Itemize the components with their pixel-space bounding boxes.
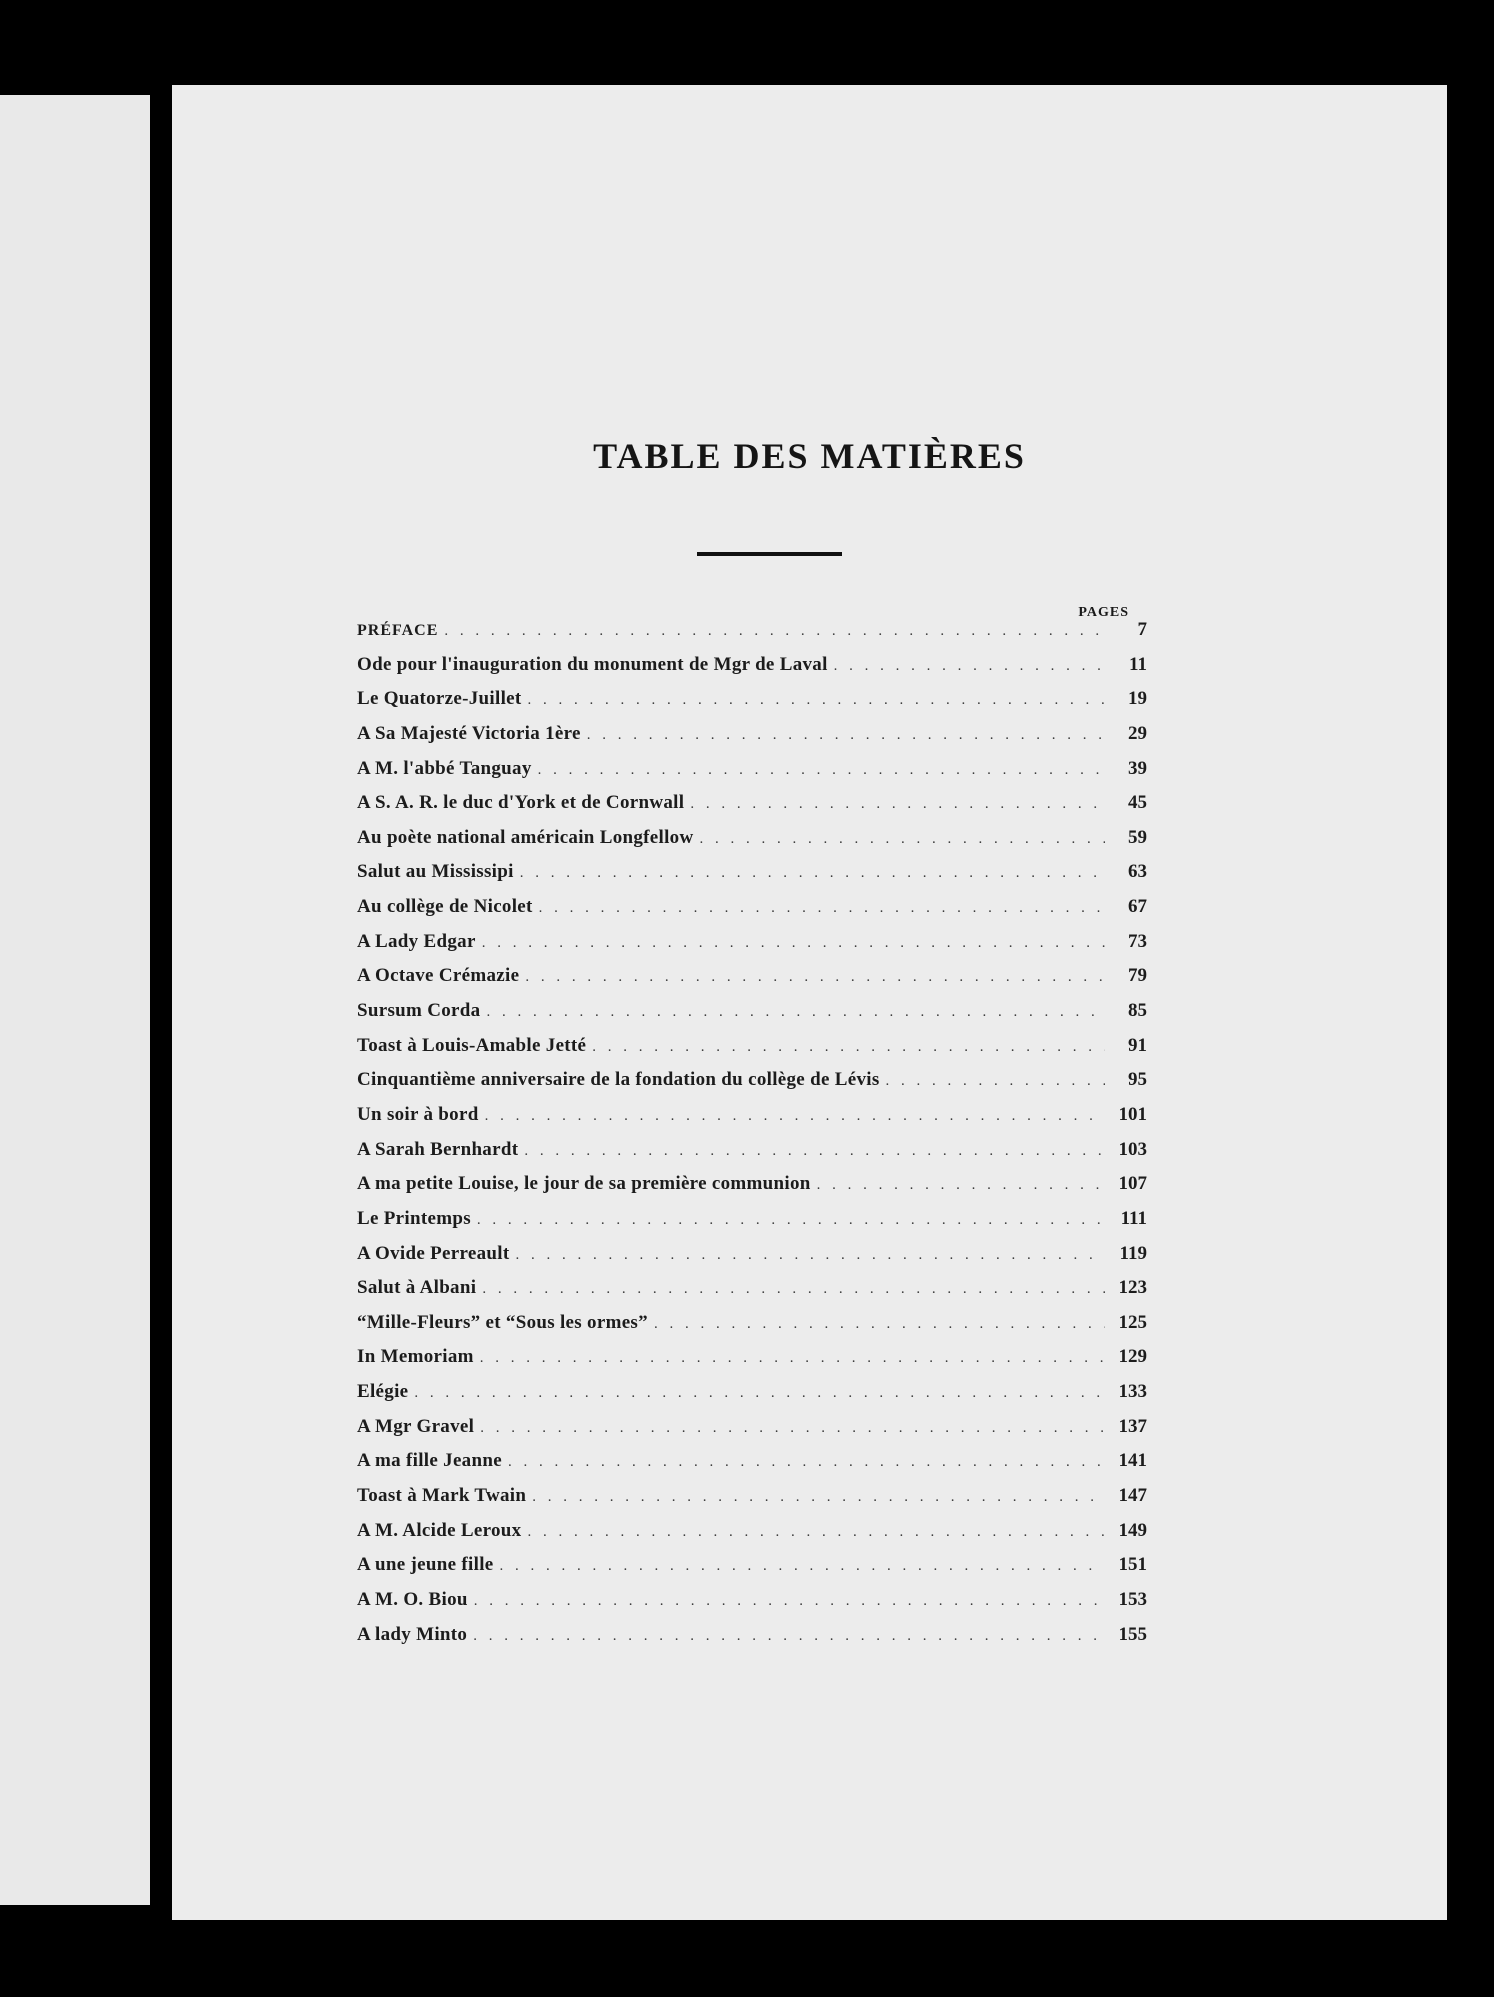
toc-entry-page: 19 bbox=[1128, 688, 1147, 710]
toc-entry-page: 149 bbox=[1118, 1519, 1147, 1541]
toc-entry-page: 63 bbox=[1128, 861, 1147, 883]
toc-entry-title: A Ovide Perreault bbox=[357, 1242, 510, 1264]
toc-entry-title: Au poète national américain Longfellow bbox=[357, 826, 694, 848]
dot-leader bbox=[480, 1411, 1105, 1446]
toc-entry bbox=[357, 890, 1147, 925]
book-page bbox=[172, 85, 1447, 1920]
toc-entry-page: 7 bbox=[1137, 619, 1147, 640]
toc-entry-page: 153 bbox=[1118, 1588, 1147, 1610]
dot-leader bbox=[654, 1307, 1105, 1342]
dot-leader bbox=[508, 1445, 1105, 1480]
toc-entry-page: 155 bbox=[1118, 1623, 1147, 1645]
dot-leader bbox=[485, 1099, 1105, 1134]
toc-entry bbox=[357, 1306, 1147, 1341]
dot-leader bbox=[532, 1480, 1105, 1515]
toc-entry-title: A une jeune fille bbox=[357, 1554, 494, 1576]
toc-entry-title: A M. Alcide Leroux bbox=[357, 1519, 522, 1541]
toc-entry-page: 79 bbox=[1128, 965, 1147, 987]
dot-leader bbox=[700, 822, 1106, 857]
toc-entry-title: Sursum Corda bbox=[357, 1000, 481, 1022]
toc-entry-page: 103 bbox=[1118, 1138, 1147, 1160]
toc-entry-page: 39 bbox=[1128, 757, 1147, 779]
toc-entry-page: 91 bbox=[1128, 1034, 1147, 1056]
dot-leader bbox=[477, 1203, 1105, 1238]
toc-entry-page: 141 bbox=[1118, 1450, 1147, 1472]
toc-entry bbox=[357, 752, 1147, 787]
dot-leader bbox=[539, 891, 1105, 926]
toc-entry bbox=[357, 786, 1147, 821]
toc-entry bbox=[357, 1618, 1147, 1653]
toc-entry-page: 123 bbox=[1118, 1277, 1147, 1299]
toc-entry-title: A lady Minto bbox=[357, 1623, 468, 1645]
pages-column-header: PAGES bbox=[1078, 605, 1129, 620]
dot-leader bbox=[690, 787, 1105, 822]
toc-entry-title: In Memoriam bbox=[357, 1346, 474, 1368]
toc-entry-page: 85 bbox=[1128, 1000, 1147, 1022]
dot-leader bbox=[834, 649, 1105, 684]
dot-leader bbox=[592, 1030, 1105, 1065]
toc-entry bbox=[357, 1237, 1147, 1272]
toc-entry-title: Salut à Albani bbox=[357, 1277, 477, 1299]
toc-entry bbox=[357, 1479, 1147, 1514]
toc-entry-page: 137 bbox=[1118, 1415, 1147, 1437]
dot-leader bbox=[520, 856, 1105, 891]
toc-entry bbox=[357, 994, 1147, 1029]
toc-entry-title: Le Printemps bbox=[357, 1207, 471, 1229]
toc-entry bbox=[357, 821, 1147, 856]
toc-entry bbox=[357, 1271, 1147, 1306]
toc-entry-page: 11 bbox=[1129, 653, 1147, 675]
toc-entry-title: Un soir à bord bbox=[357, 1103, 479, 1125]
toc-entry-page: 59 bbox=[1128, 826, 1147, 848]
toc-entry-title: A Mgr Gravel bbox=[357, 1415, 475, 1437]
toc-entry-title: Toast à Louis-Amable Jetté bbox=[357, 1034, 587, 1056]
dot-leader bbox=[527, 1515, 1105, 1550]
toc-entry bbox=[357, 1410, 1147, 1445]
page-title: TABLE DES MATIÈRES bbox=[593, 436, 1026, 476]
toc-entry bbox=[357, 1133, 1147, 1168]
toc-entry-title: A Lady Edgar bbox=[357, 930, 476, 952]
dot-leader bbox=[528, 683, 1105, 718]
toc-entry-page: 101 bbox=[1118, 1103, 1147, 1125]
toc-entry bbox=[357, 855, 1147, 890]
toc-entry-title: PRÉFACE bbox=[357, 622, 439, 639]
toc-entry-page: 119 bbox=[1119, 1242, 1147, 1264]
toc-entry-page: 73 bbox=[1128, 930, 1147, 952]
toc-entry bbox=[357, 1583, 1147, 1618]
dot-leader bbox=[587, 718, 1105, 753]
dot-leader bbox=[524, 1134, 1105, 1169]
toc-entry bbox=[357, 1063, 1147, 1098]
dot-leader bbox=[482, 926, 1105, 961]
dot-leader bbox=[817, 1168, 1105, 1203]
dot-leader bbox=[486, 995, 1105, 1030]
toc-entry-title: A Octave Crémazie bbox=[357, 965, 520, 987]
toc-entry-page: 125 bbox=[1118, 1311, 1147, 1333]
dot-leader bbox=[444, 614, 1105, 649]
toc-entry bbox=[357, 1167, 1147, 1202]
dot-leader bbox=[886, 1064, 1105, 1099]
toc-entry-page: 133 bbox=[1118, 1381, 1147, 1403]
toc-entry-title: Toast à Mark Twain bbox=[357, 1485, 527, 1507]
toc-entry bbox=[357, 1375, 1147, 1410]
toc-entry-title: A ma fille Jeanne bbox=[357, 1450, 502, 1472]
toc-entry-title: “Mille-Fleurs” et “Sous les ormes” bbox=[357, 1311, 648, 1333]
toc-entry-title: Au collège de Nicolet bbox=[357, 896, 533, 918]
toc-entry-title: A ma petite Louise, le jour de sa première communion bbox=[357, 1173, 811, 1195]
toc-entry bbox=[357, 1202, 1147, 1237]
dot-leader bbox=[474, 1584, 1105, 1619]
toc-entry-title: A Sa Majesté Victoria 1ère bbox=[357, 722, 581, 744]
toc-entry-title: A Sarah Bernhardt bbox=[357, 1138, 519, 1160]
dot-leader bbox=[538, 753, 1105, 788]
toc-entry-title: Le Quatorze-Juillet bbox=[357, 688, 522, 710]
toc-entry bbox=[357, 1029, 1147, 1064]
toc-entry-title: Cinquantième anniversaire de la fondation du collège de Lévis bbox=[357, 1069, 880, 1091]
toc-entry-title: A M. O. Biou bbox=[357, 1588, 468, 1610]
book-gutter bbox=[150, 85, 172, 1915]
toc-entry bbox=[357, 613, 1147, 648]
toc-entry bbox=[357, 1548, 1147, 1583]
toc-entry bbox=[357, 959, 1147, 994]
toc-entry bbox=[357, 1340, 1147, 1375]
toc-entry bbox=[357, 1444, 1147, 1479]
left-page-edge bbox=[0, 95, 150, 1905]
table-of-contents bbox=[357, 613, 1147, 1652]
dot-leader bbox=[473, 1619, 1105, 1654]
toc-entry-page: 147 bbox=[1118, 1485, 1147, 1507]
toc-entry-page: 29 bbox=[1128, 722, 1147, 744]
toc-entry bbox=[357, 1098, 1147, 1133]
dot-leader bbox=[480, 1341, 1105, 1376]
dot-leader bbox=[482, 1272, 1105, 1307]
toc-entry-page: 45 bbox=[1128, 792, 1147, 814]
dot-leader bbox=[414, 1376, 1105, 1411]
toc-entry-page: 107 bbox=[1118, 1173, 1147, 1195]
toc-entry-title: Ode pour l'inauguration du monument de Mgr de Laval bbox=[357, 653, 828, 675]
toc-entry bbox=[357, 1514, 1147, 1549]
toc-entry-title: A S. A. R. le duc d'York et de Cornwall bbox=[357, 792, 685, 814]
toc-entry-page: 129 bbox=[1118, 1346, 1147, 1368]
toc-entry-title: A M. l'abbé Tanguay bbox=[357, 757, 532, 779]
toc-entry-page: 111 bbox=[1120, 1207, 1147, 1229]
toc-entry-title: Elégie bbox=[357, 1381, 409, 1403]
toc-entry-page: 95 bbox=[1128, 1069, 1147, 1091]
dot-leader bbox=[525, 960, 1105, 995]
toc-entry bbox=[357, 925, 1147, 960]
toc-entry-page: 67 bbox=[1128, 896, 1147, 918]
title-rule bbox=[697, 552, 842, 556]
dot-leader bbox=[516, 1238, 1106, 1273]
toc-entry bbox=[357, 648, 1147, 683]
dot-leader bbox=[500, 1549, 1105, 1584]
toc-entry-title: Salut au Mississipi bbox=[357, 861, 514, 883]
toc-entry bbox=[357, 682, 1147, 717]
toc-entry bbox=[357, 717, 1147, 752]
toc-entry-page: 151 bbox=[1118, 1554, 1147, 1576]
